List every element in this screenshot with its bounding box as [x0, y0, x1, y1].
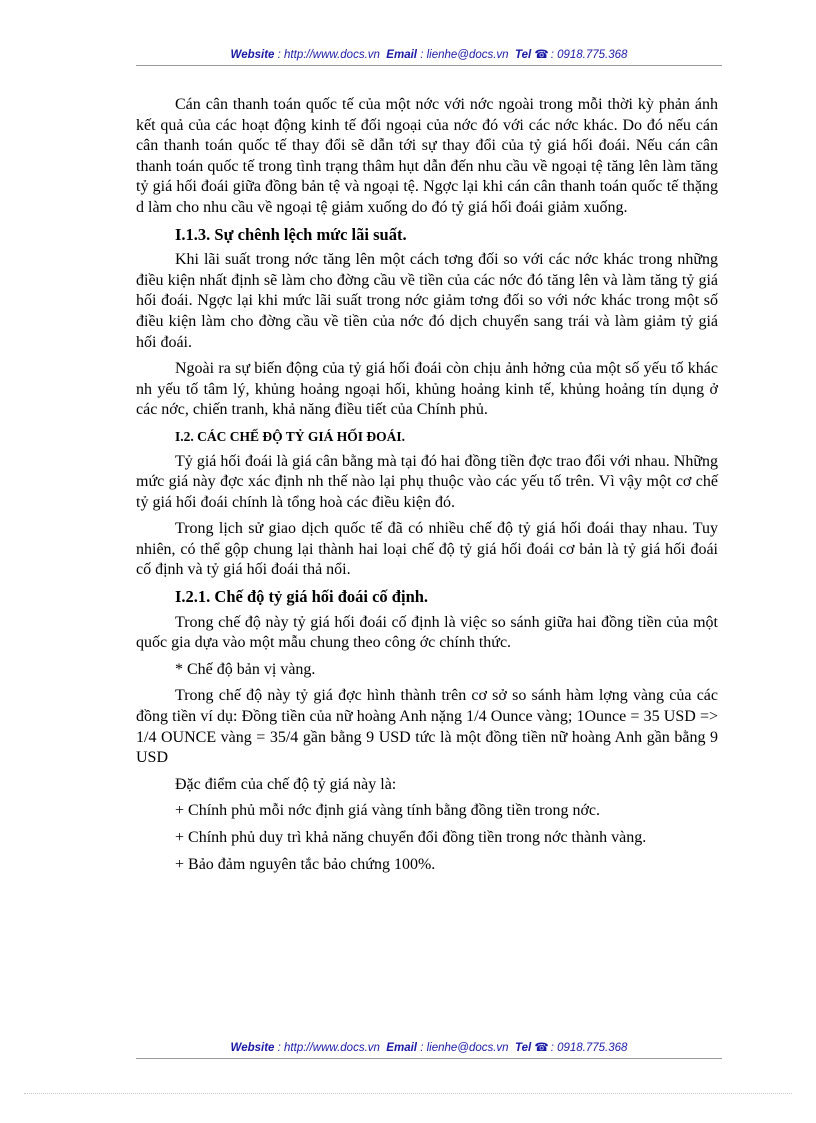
paragraph: Ngoài ra sự biến động của tỷ giá hối đoái còn chịu ảnh hởng của một số yếu tố khác nh yếu tố tâm lý, khủng hoảng ngoại hối, khủng hoảng kinh tế, khủng hoảng tín dụng ở các nớc, chiến tranh, khả năng điều tiết của Chính phủ. [136, 360, 718, 419]
telephone-icon: ☎ [534, 1042, 549, 1054]
paragraph: Tỷ giá hối đoái là giá cân bằng mà tại đó hai đồng tiền đợc trao đổi với nhau. Những mức giá này đợc xác định nh thế nào lại phụ thuộc vào các yếu tố trên. Vì vậy một cơ chế tỷ giá hối đoái chính là tổng hoà các điều kiện đó. [136, 452, 718, 511]
tel-label: Tel [514, 49, 532, 61]
website-url[interactable]: : http://www.docs.vn [277, 1042, 380, 1054]
email-label: Email [386, 49, 417, 61]
document-body [136, 95, 718, 881]
page-bottom-divider [24, 1093, 792, 1094]
paragraph: Khi lãi suất trong nớc tăng lên một cách tơng đối so với các nớc khác trong những điều kiện nhất định sẽ làm cho đờng cầu về tiền của các nớc đó tăng lên và làm tăng tỷ giá hối đoái. Ngợc lại khi mức lãi suất trong nớc giảm tơng đối so với nớc khác trong một số điều kiện làm cho đờng cầu về tiền của nớc đó dịch chuyển sang trái và làm giảm tỷ giá hối đoái. [136, 251, 718, 351]
tel-number: : 0918.775.368 [550, 49, 628, 61]
website-label: Website [230, 49, 275, 61]
page-header [136, 47, 722, 61]
website-label: Website [230, 1042, 275, 1054]
page-footer [136, 1040, 722, 1054]
footer-divider [136, 1058, 722, 1059]
paragraph: + Bảo đảm nguyên tắc bảo chứng 100%. [175, 855, 436, 873]
paragraph: Trong chế độ này tỷ giá đợc hình thành trên cơ sở so sánh hàm lợng vàng của các đồng tiền ví dụ: Đồng tiền của nữ hoàng Anh nặng 1/4 Ounce vàng; 1Ounce = 35 USD => 1/4 OUNCE vàng = 35/4 gần bằng 9 USD tức là một đồng tiền nữ hoàng Anh gần bằng 9 USD [136, 687, 718, 767]
header-divider [136, 65, 722, 66]
email-label: Email [386, 1042, 417, 1054]
paragraph: Cán cân thanh toán quốc tế của một nớc với nớc ngoài trong mỗi thời kỳ phản ánh kết quả của các hoạt động kinh tế đối ngoại của nớc đó với các nớc khác. Do đó nếu cán cân thanh toán quốc tế thay đổi sẽ dẫn tới sự thay đổi của tỷ giá hối đoái. Nếu cán cân thanh toán quốc tế trong tình trạng thâm hụt dẫn đến nhu cầu về ngoại tệ tăng lên làm tăng tỷ giá hối đoái giữa đồng bản tệ và ngoại tệ. Ngợc lại khi cán cân thanh toán quốc tế thặng d làm cho nhu cầu về ngoại tệ giảm xuống do đó tỷ giá hối đoái giảm xuống. [136, 96, 718, 216]
telephone-icon: ☎ [534, 49, 549, 61]
paragraph: Trong chế độ này tỷ giá hối đoái cố định là việc so sánh giữa hai đồng tiền của một quốc gia dựa vào một mẫu chung theo công ớc chính thức. [136, 613, 718, 652]
tel-label: Tel [514, 1042, 532, 1054]
paragraph: + Chính phủ duy trì khả năng chuyển đổi đồng tiền trong nớc thành vàng. [175, 829, 647, 846]
section-heading-1-2-1: I.2.1. Chế độ tỷ giá hối đoái cố định. [175, 587, 429, 607]
paragraph: * Chế độ bản vị vàng. [175, 660, 316, 678]
section-heading-1-2: I.2. CÁC CHẾ ĐỘ TỶ GIÁ HỐI ĐOÁI. [175, 428, 406, 444]
email-address[interactable]: : lienhe@docs.vn [420, 1042, 509, 1054]
section-heading-1-1-3: I.1.3. Sự chênh lệch mức lãi suất. [175, 224, 407, 244]
paragraph: + Chính phủ mỗi nớc định giá vàng tính bằng đồng tiền trong nớc. [175, 802, 601, 820]
email-address[interactable]: : lienhe@docs.vn [420, 49, 509, 61]
paragraph: Trong lịch sử giao dịch quốc tế đã có nhiều chế độ tỷ giá hối đoái thay nhau. Tuy nhiên, có thể gộp chung lại thành hai loại chế độ tỷ giá hối đoái cơ bản là tỷ giá hối đoái cố định và tỷ giá hối đoái thả nổi. [136, 520, 718, 579]
tel-number: : 0918.775.368 [550, 1042, 628, 1054]
website-url[interactable]: : http://www.docs.vn [277, 49, 380, 61]
paragraph: Đặc điểm của chế độ tỷ giá này là: [175, 775, 397, 793]
